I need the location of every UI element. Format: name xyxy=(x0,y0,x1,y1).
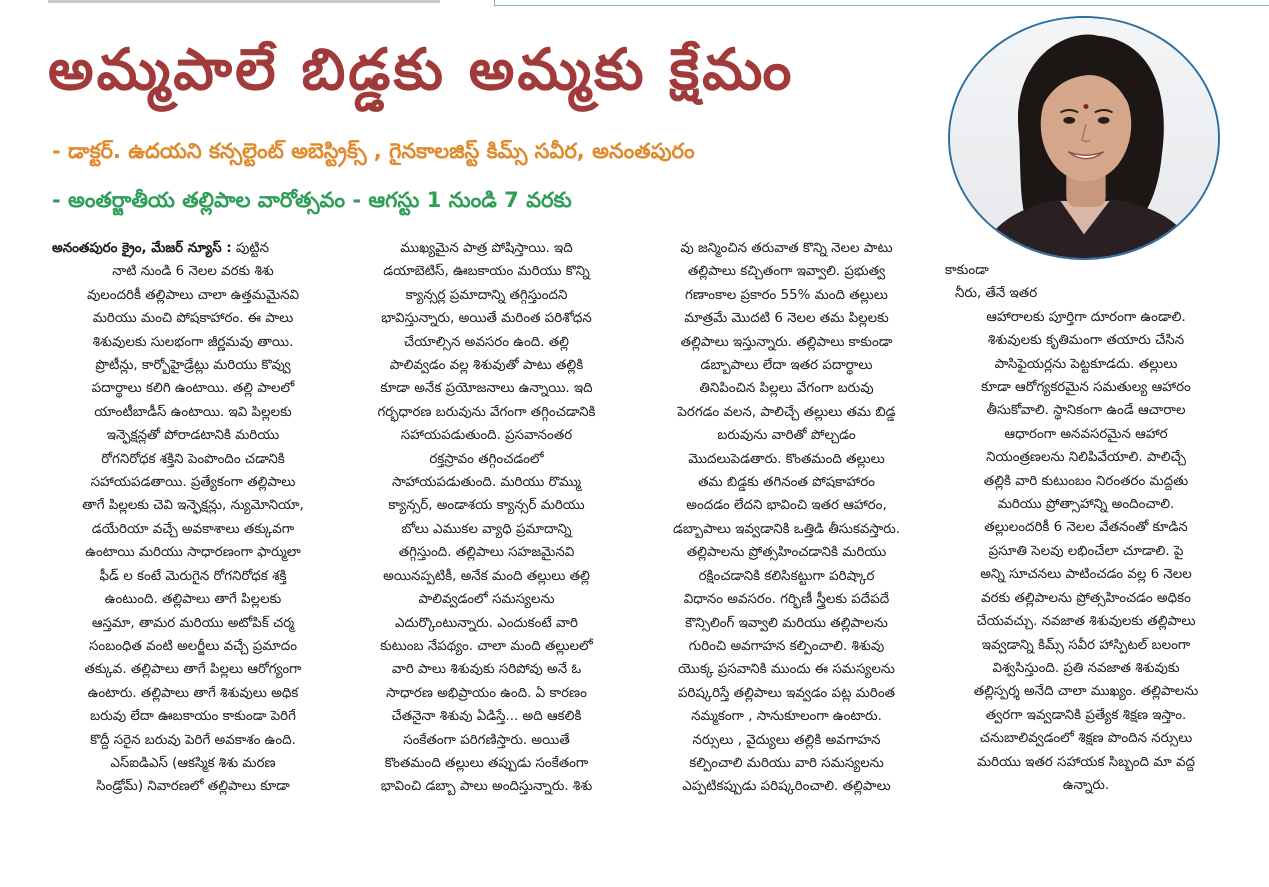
column-line: రోగనిరోధక శక్తిని పెంపొందిం చడానికి xyxy=(101,451,285,467)
column-line: ఆధారంగా అనవసరమైన ఆహార xyxy=(1004,426,1168,442)
column-line: సంకేతంగా పరిగణిస్తారు. అయితే xyxy=(403,732,570,748)
column-line: అన్ని సూచనలు పాటించడం వల్ల 6 నెలల xyxy=(980,567,1192,583)
column-line: మరియు ఇతర సహాయక సిబ్బంది మా వద్ద xyxy=(977,754,1195,770)
column-line: రక్తస్రావం తగ్గించడంలో xyxy=(429,451,544,467)
column-line: కౌన్సిలింగ్ ఇవ్వాలి మరియు తల్లిపాలను xyxy=(685,615,888,631)
column-line: వు జన్మించిన తరువాత కొన్ని నెలల పాటు xyxy=(680,241,893,256)
column-line: తక్కువ. తల్లిపాలు తాగే పిల్లలు ఆరోగ్యంగా xyxy=(84,662,302,678)
column-line: క్యాన్సర్ల ప్రమాదాన్ని తగ్గిస్తుందని xyxy=(405,287,568,303)
column-line: తగ్గిస్తుంది. తల్లిపాలు సహజమైనవి xyxy=(398,545,575,561)
column-line: చేయాల్సిన అవసరం ఉంది. తల్లి xyxy=(404,334,569,350)
column-line: ఫీడ్ ల కంటే మెరుగైన రోగనిరోధక శక్తి xyxy=(99,568,287,584)
column-line: తల్లికి వారి కుటుంబం నిరంతరం మద్దతు xyxy=(983,473,1189,489)
column-line: సంబంధిత వంటి అలర్జీలు వచ్చే ప్రమాదం xyxy=(89,638,297,654)
column-line: పాసిఫైయర్లను పెట్టకూడదు. తల్లులు xyxy=(994,356,1178,372)
column-line: ప్రసూతి సెలవు లభించేలా చూడాలి. పై xyxy=(988,543,1184,559)
column-line: కాకుండా xyxy=(945,263,989,278)
column-line: ఉంటారు. తల్లిపాలు తాగే శిశువులు అధిక xyxy=(87,685,299,701)
column-line: తల్లులందరికీ 6 నెలల వేతనంతో కూడిన xyxy=(984,520,1188,536)
column-line: పదార్థాలు కలిగి ఉంటాయి. తల్లి పాలలో xyxy=(91,381,295,397)
column-line: చేతనైనా శిశువు ఏడిస్తే... అది ఆకలికి xyxy=(391,709,582,725)
column-line: వారి పాలు శిశువుకు సరిపోవు అనే ఓ xyxy=(391,662,582,678)
article-column-1 xyxy=(52,237,334,799)
column-line: త్వరగా ఇవ్వడానికి ప్రత్యేక శిక్షణ ఇస్తాం. xyxy=(985,707,1187,723)
column-line: తల్లిపాలను ప్రోత్సహించడానికి మరియు xyxy=(686,545,887,561)
column-line: కొద్దీ సరైన బరువు పెరిగే అవకాశం ఉంది. xyxy=(90,732,296,748)
column-line: యాంటీబాడీస్ ఉంటాయి. ఇవి పిల్లలకు xyxy=(94,404,292,420)
column-line: ఎదుర్కొంటున్నారు. ఎందుకంటే వారి xyxy=(395,615,578,631)
column-line: తమ బిడ్డకు తగినంత పోషకాహారం xyxy=(698,475,875,491)
column-line: భావిస్తున్నారు, అయితే మరింత పరిశోధన xyxy=(381,311,592,327)
column-line: వులందరికీ తల్లిపాలు చాలా ఉత్తమమైనవి xyxy=(86,287,300,303)
column-line: ఇవ్వడాన్ని కిమ్స్ సవీర హాస్పిటల్ బలంగా xyxy=(981,637,1191,653)
column-line: బోలు ఎముకల వ్యాధి ప్రమాదాన్ని xyxy=(401,521,572,537)
column-line: యొక్క ప్రసవానికి ముందు ఈ సమస్యలను xyxy=(678,662,895,678)
column-line: బరువు లేదా ఊబకాయం కాకుండా పెరిగే xyxy=(90,709,296,725)
article-column-2 xyxy=(345,237,628,799)
column-line: శిశువులకు సులభంగా జీర్ణమవు తాయి. xyxy=(92,334,294,350)
column-line: మరియు మంచి పోషకాహారం. ఈ పాలు xyxy=(92,311,294,327)
column-line xyxy=(52,237,334,260)
article-column-3 xyxy=(645,237,928,799)
column-line: సిండ్రోమ్) నివారణలో తల్లిపాలు కూడా xyxy=(96,779,290,795)
column-line: చనుబాలివ్వడంలో శిక్షణ పొందిన నర్సులు xyxy=(979,731,1193,747)
column-line: నీరు, తేనే ఇతర xyxy=(955,286,1038,302)
column-line: మాత్రమే మొదటి 6 నెలల తమ పిల్లలకు xyxy=(684,311,889,327)
column-line: డబ్బాపాలు ఇవ్వడానికి ఒత్తిడి తీసుకవస్తారు. xyxy=(673,521,900,537)
column-line: కల్పించాలి మరియు వారి సమస్యలను xyxy=(689,755,884,771)
column-line: తీసుకోవాలి. స్థానికంగా ఉండే ఆచారాల xyxy=(986,403,1186,419)
column-line: పాలివ్వడంలో సమస్యలను xyxy=(418,592,555,608)
column-line: శిశువులకు కృతిమంగా తయారు చేసిన xyxy=(987,333,1185,349)
doctor-portrait-photo xyxy=(948,16,1220,260)
column-line: మరియు ప్రోత్సాహాన్ని అందించాలి. xyxy=(997,497,1175,513)
column-line: పరిష్కరిస్తే తల్లిపాలు ఇవ్వడం పట్ల మరింత xyxy=(677,685,896,701)
column-line: గురించి అవగాహన కల్పించాలి. శిశువు xyxy=(688,638,885,654)
column-line: కొంతమంది తల్లులు తప్పుడు సంకేతంగా xyxy=(384,755,589,771)
column-line: సాహాయపడుతుంది. మరియు రొమ్ము xyxy=(392,475,581,491)
dateline: అనంతపురం క్రైం, మేజర్ న్యూస్ : xyxy=(52,241,232,256)
column-line: ఆస్తమా, తామర మరియు అటోపిక్ చర్మ xyxy=(91,615,295,631)
article-column-4 xyxy=(945,259,1227,797)
column-line: చేయవచ్చు. నవజాత శిశువులకు తల్లిపాలు xyxy=(976,614,1196,630)
column-line: నమ్మకంగా , సానుకూలంగా ఉంటారు. xyxy=(691,709,882,725)
column-line: తినిపించిన పిల్లలు వేగంగా బరువు xyxy=(699,381,874,397)
column-line: నాటి నుండి 6 నెలల వరకు శిశు xyxy=(112,264,274,280)
column-line: కుటుంబ నేపథ్యం. చాలా మంది తల్లులలో xyxy=(380,638,593,654)
column-line: తల్లిపాలు కచ్చితంగా ఇవ్వాలి. ప్రభుత్వ xyxy=(687,264,886,280)
column-line: నియంత్రణలను నిలిపివేయాలి. పాలిచ్చే xyxy=(986,450,1186,466)
column-line: విధానం అవసరం. గర్భిణీ స్త్రీలకు పదేపదే xyxy=(683,592,890,608)
column-line: తల్లిస్పర్శ అనేది చాలా ముఖ్యం. తల్లిపాలను xyxy=(973,684,1199,700)
top-rule-left xyxy=(48,0,440,3)
column-line: భావించి డబ్బా పాలు అందిస్తున్నారు. శిశు xyxy=(380,779,593,795)
column-line: కూడా ఆరోగ్యకరమైన సమతుల్య ఆహారం xyxy=(981,380,1191,396)
column-line: ఉంటుంది. తల్లిపాలు తాగే పిల్లలకు xyxy=(104,592,282,608)
column-line: పాలివ్వడం వల్ల శిశువుతో పాటు తల్లికి xyxy=(389,358,584,374)
column-line: సాధారణ అభిప్రాయం ఉంది. ఏ కారణం xyxy=(386,685,587,701)
column-line: సహాయపడతాయి. ప్రత్యేకంగా తల్లిపాలు xyxy=(90,475,296,491)
column-line: ఎస్ఐడిఎస్ (ఆకస్మిక శిశు మరణ xyxy=(110,755,276,771)
column-line: గర్భధారణ బరువును వేగంగా తగ్గించడానికి xyxy=(377,404,596,420)
column-line: ఇన్ఫెక్షన్లతో పోరాడటానికి మరియు xyxy=(106,428,280,444)
column-line: వరకు తల్లిపాలను ప్రోత్సహించడం అధికం xyxy=(981,590,1191,606)
column-line: ఆహారాలకు పూర్తిగా దూరంగా ఉండాలి. xyxy=(986,309,1186,325)
column-line: ఎప్పటికప్పుడు పరిష్కరించాలి. తల్లిపాలు xyxy=(682,779,891,795)
column-line: డయేరియా వచ్చే అవకాశాలు తక్కువగా xyxy=(91,521,295,537)
column-line: క్యాన్సర్, అండాశయ క్యాన్సర్ మరియు xyxy=(388,498,585,514)
column-line: తల్లిపాలు ఇస్తున్నారు. తల్లిపాలు కాకుండా xyxy=(680,334,893,350)
column-line: ప్రొటీన్లు, కార్బోహైడ్రేట్లు మరియు కొవ్వు xyxy=(95,358,291,374)
column-line: విశ్వసిస్తుంది. ప్రతి నవజాత శిశువుకు xyxy=(992,660,1180,676)
column-line: మొదలుపెడతారు. కొంతమంది తల్లులు xyxy=(688,451,885,467)
column-line: బరువును వారితో పోల్చడం xyxy=(717,428,856,444)
column-line: రక్షించడానికి కలిసికట్టుగా పరిష్కార xyxy=(698,568,875,584)
column-line: తాగే పిల్లలకు చెవి ఇన్ఫెక్షన్లు, న్యుమోనియా, xyxy=(82,498,304,514)
column-line: అందడం లేదని భావించి ఇతర ఆహారం, xyxy=(686,498,887,514)
column-line: పెరగడం వలన, పాలిచ్చే తల్లులు తమ బిడ్డ xyxy=(677,404,896,420)
column-line: సహాయపడుతుంది. ప్రసవానంతర xyxy=(400,428,573,444)
subheading-author: - డాక్టర్. ఉదయని కన్సల్టెంట్ అబెస్ట్రిక్స్ , గైనకాలజిస్ట్ కిమ్స్ సవీర, అనంతపురం xyxy=(52,139,695,163)
column-line: ముఖ్యమైన పాత్ర పోషిస్తాయి. ఇది xyxy=(400,241,573,256)
column-line-text: పుట్టిన xyxy=(231,241,270,256)
column-line: ఉన్నారు. xyxy=(1062,777,1110,793)
column-line: గణాంకాల ప్రకారం 55% మంది తల్లులు xyxy=(685,287,888,303)
subheading-event: - అంతర్జాతీయ తల్లిపాల వారోత్సవం - ఆగస్టు 1 నుండి 7 వరకు xyxy=(52,188,572,212)
column-line: కూడా అనేక ప్రయోజనాలు ఉన్నాయి. ఇది xyxy=(380,381,593,397)
headline: అమ్మపాలే బిడ్డకు అమ్మకు క్షేమం xyxy=(48,37,795,103)
top-rule-right xyxy=(494,0,1269,6)
portrait-icon xyxy=(950,18,1218,258)
column-line: అయినప్పటికీ, అనేక మంది తల్లులు తల్లి xyxy=(383,568,590,584)
column-line: డయాబెటిస్, ఊబకాయం మరియు కొన్ని xyxy=(383,264,590,280)
column-line: డబ్బాపాలు లేదా ఇతర పదార్థాలు xyxy=(700,358,873,374)
column-line: ఉంటాయి మరియు సాధారణంగా ఫార్ములా xyxy=(85,545,301,561)
column-line: నర్సులు , వైద్యులు తల్లికి అవగాహన xyxy=(692,732,881,748)
